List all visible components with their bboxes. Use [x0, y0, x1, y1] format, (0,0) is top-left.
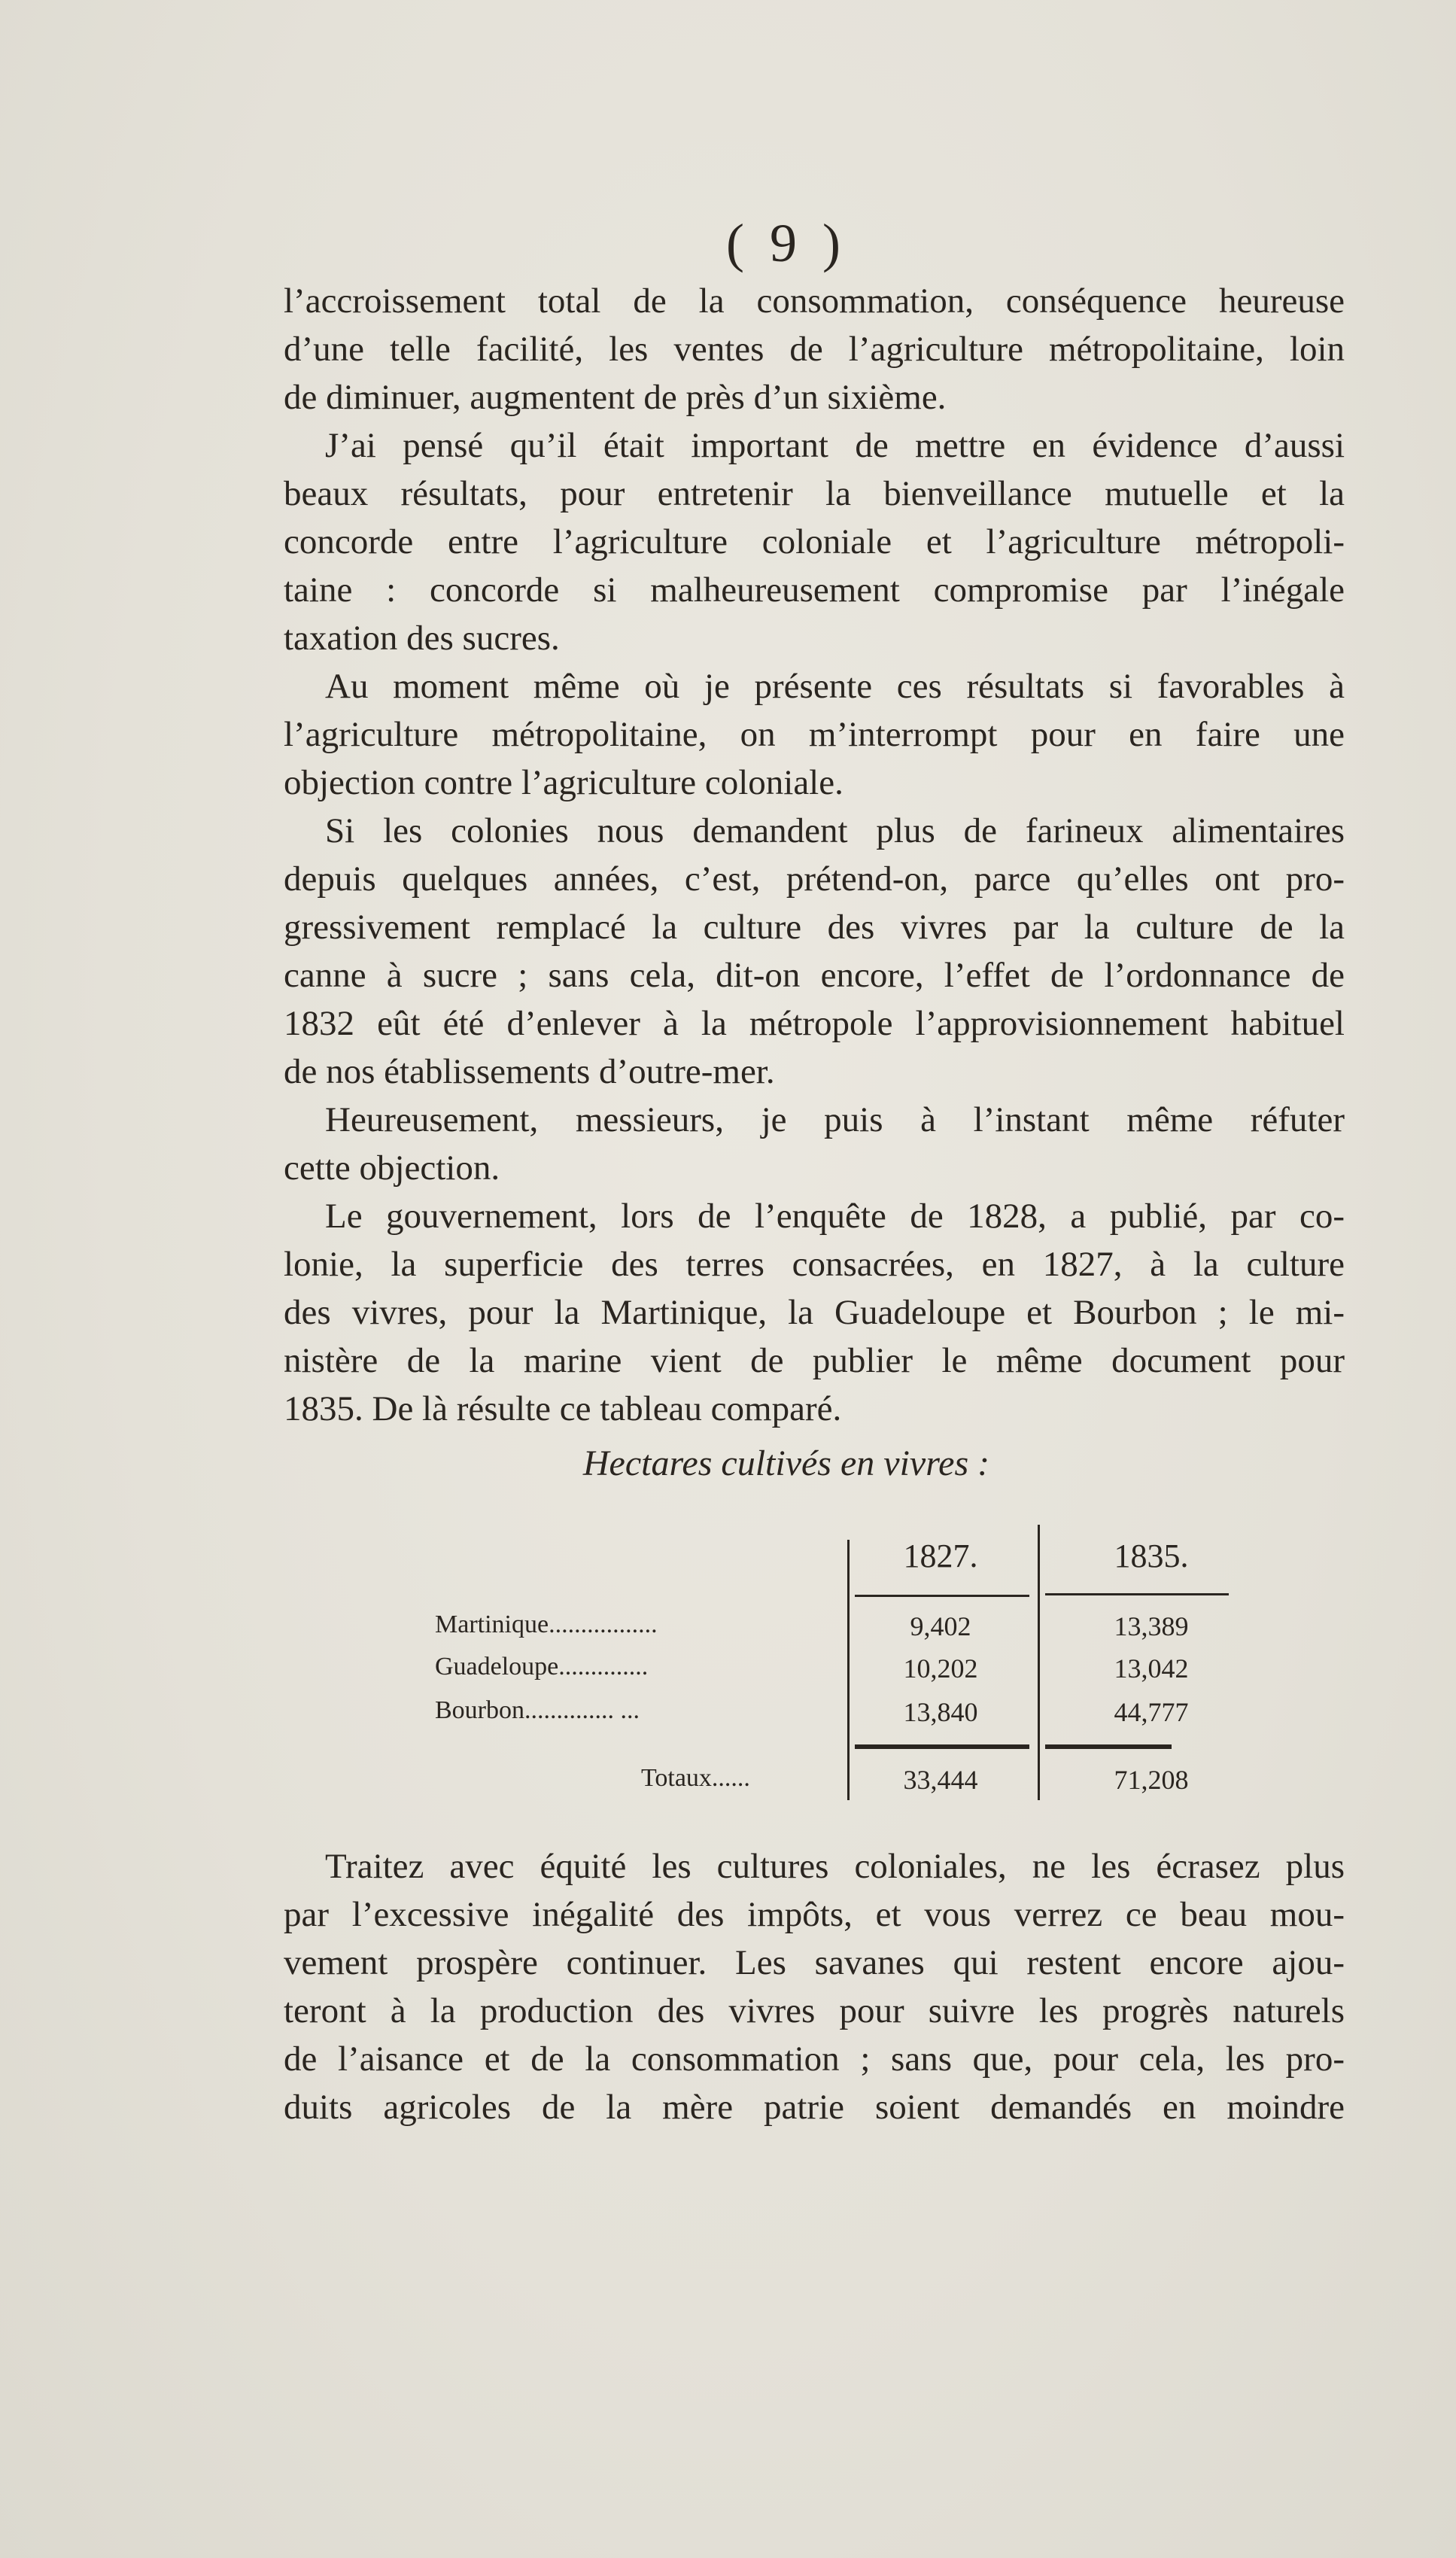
text-line: vement prospère continuer. Les savanes qui restent encore ajou- — [284, 1943, 1345, 1982]
text-line: depuis quelques années, c’est, prétend-on, parce qu’elles ont pro- — [284, 859, 1345, 899]
body-text-bottom — [284, 1842, 1345, 2131]
total-rule-1827 — [855, 1744, 1029, 1749]
cell-bourbon-1835: 44,777 — [1114, 1697, 1189, 1727]
text-line: J’ai pensé qu’il était important de mettre en évidence d’aussi — [325, 426, 1345, 465]
text-line: objection contre l’agriculture coloniale. — [284, 763, 844, 802]
cell-guadeloupe-1827: 10,202 — [903, 1653, 978, 1684]
cell-bourbon-1827: 13,840 — [903, 1697, 978, 1727]
total-label: Totaux...... — [641, 1764, 750, 1792]
text-line: Le gouvernement, lors de l’enquête de 1828, a publié, par co- — [325, 1197, 1345, 1236]
text-line: duits agricoles de la mère patrie soient demandés en moindre — [284, 2088, 1345, 2127]
text-line: taxation des sucres. — [284, 619, 560, 658]
text-line: Si les colonies nous demandent plus de farineux alimentaires — [325, 811, 1345, 850]
cell-martinique-1827: 9,402 — [910, 1611, 971, 1641]
text-line: l’agriculture métropolitaine, on m’interrompt pour en faire une — [284, 715, 1345, 754]
text-line: 1832 eût été d’enlever à la métropole l’approvisionnement habituel — [284, 1004, 1345, 1043]
text-line: teront à la production des vivres pour suivre les progrès naturels — [284, 1991, 1345, 2030]
text-line: concorde entre l’agriculture coloniale et l’agriculture métropoli- — [284, 522, 1345, 561]
row-label-bourbon: Bourbon.............. ... — [435, 1696, 640, 1724]
header-rule-1835 — [1045, 1593, 1229, 1595]
table-vertical-rule-left — [847, 1540, 850, 1800]
text-line: nistère de la marine vient de publier le même document pour — [284, 1341, 1345, 1380]
text-line: gressivement remplacé la culture des vivres par la culture de la — [284, 908, 1345, 947]
text-line: taine : concorde si malheureusement compromise par l’inégale — [284, 570, 1345, 610]
text-line: l’accroissement total de la consommation, conséquence heureuse — [284, 281, 1345, 321]
text-line: d’une telle facilité, les ventes de l’agriculture métropolitaine, loin — [284, 330, 1345, 369]
text-line: canne à sucre ; sans cela, dit-on encore, l’effet de l’ordonnance de — [284, 956, 1345, 995]
text-line: cette objection. — [284, 1148, 500, 1188]
text-line: par l’excessive inégalité des impôts, et vous verrez ce beau mou- — [284, 1895, 1345, 1934]
text-line: Traitez avec équité les cultures coloniales, ne les écrasez plus — [325, 1847, 1345, 1886]
body-text-top — [284, 277, 1345, 1433]
text-line: Au moment même où je présente ces résultats si favorables à — [325, 667, 1345, 706]
total-1835: 71,208 — [1114, 1765, 1189, 1795]
text-line: des vivres, pour la Martinique, la Guadeloupe et Bourbon ; le mi- — [284, 1293, 1345, 1332]
text-line: 1835. De là résulte ce tableau comparé. — [284, 1389, 842, 1428]
text-line: de diminuer, augmentent de près d’un sixième. — [284, 378, 947, 417]
text-line: lonie, la superficie des terres consacrées, en 1827, à la culture — [284, 1245, 1345, 1284]
table-title: Hectares cultivés en vivres : — [582, 1443, 990, 1483]
cell-guadeloupe-1835: 13,042 — [1114, 1653, 1189, 1684]
text-line: de nos établissements d’outre-mer. — [284, 1052, 775, 1091]
row-label-guadeloupe: Guadeloupe.............. — [435, 1653, 649, 1680]
table-vertical-rule-middle — [1038, 1525, 1040, 1800]
text-line: beaux résultats, pour entretenir la bienveillance mutuelle et la — [284, 474, 1345, 513]
col-header-1835: 1835. — [1114, 1538, 1189, 1574]
page-number: ( 9 ) — [726, 213, 847, 273]
header-rule-1827 — [855, 1595, 1029, 1597]
text-line: de l’aisance et de la consommation ; sans que, pour cela, les pro- — [284, 2039, 1345, 2079]
text-line: Heureusement, messieurs, je puis à l’instant même réfuter — [325, 1100, 1345, 1139]
cell-martinique-1835: 13,389 — [1114, 1611, 1189, 1641]
total-1827: 33,444 — [903, 1765, 978, 1795]
col-header-1827: 1827. — [903, 1538, 978, 1574]
row-label-martinique: Martinique................. — [435, 1611, 658, 1638]
total-rule-1835 — [1045, 1744, 1172, 1749]
